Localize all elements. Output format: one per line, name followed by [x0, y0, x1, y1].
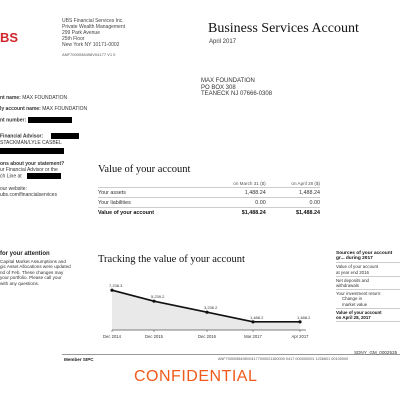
sources-row [336, 290, 400, 309]
sources-label: Your investment return: [336, 291, 382, 297]
sender-address [62, 18, 125, 58]
chart-tick-label: Dec 2016 [198, 334, 216, 339]
confidential-stamp: CONFIDENTIAL [134, 368, 258, 385]
account-number-label: nt number: [0, 117, 27, 124]
sources-label: Net deposits and [336, 277, 369, 283]
table-row [98, 198, 320, 208]
questions-text-line2 [0, 173, 92, 179]
chart-data-label: 5,239.2 [151, 294, 165, 300]
cell-value: 0.00 [204, 198, 266, 208]
chart-tick-label: Dec 2014 [103, 334, 121, 339]
sender-line: New York NY 10171-0002 [62, 42, 120, 48]
sources-label: on April 28, 2017 [336, 315, 371, 321]
table-row [98, 188, 320, 198]
row-label: Your assets [98, 188, 204, 198]
website-link[interactable]: ubs.com/financialservices [0, 192, 57, 199]
bates-number: SDNY_GM_0002535 [354, 350, 398, 355]
attention-line: Capital Market Assumptions and [0, 258, 66, 264]
chart-tick-label: Mar 2017 [244, 334, 262, 339]
member-sipc: Member SIPC [64, 357, 94, 362]
attention-line: with any questions. [0, 280, 40, 286]
sender-line: Private Wealth Management [62, 24, 125, 30]
column-header-april: on April 28 ($) [266, 179, 320, 188]
account-name-value: MAX FOUNDATION [22, 95, 68, 101]
friendly-name-value: MAX FOUNDATION [42, 106, 88, 112]
redaction-bar [27, 173, 61, 179]
sender-line: 299 Park Avenue [62, 30, 100, 36]
recipient-line: TEANECK NJ 07666-0308 [201, 91, 273, 97]
company-logo: BS [0, 30, 19, 45]
questions-label: ons about your statement? [0, 160, 65, 167]
sources-label: market value [342, 301, 368, 307]
footer-code: ANF7000058498V04177000021160000 0417 000000001 1226601 00100000 [218, 357, 349, 361]
sources-row [336, 277, 400, 290]
sources-panel [336, 250, 400, 322]
attention-line: nd of Feb. These changes may [0, 269, 64, 275]
sources-label: withdrawals [336, 283, 359, 289]
document-title: Business Services Account [208, 21, 359, 36]
chart-point [205, 311, 208, 314]
advisor-name: STACKMAN/LYLE CASBEL [0, 139, 62, 146]
redaction-bar [51, 133, 79, 139]
sources-row [336, 309, 400, 322]
sender-line: 25th Floor [62, 36, 85, 42]
row-label: Your liabilities [98, 198, 204, 208]
document-date: April 2017 [209, 39, 237, 45]
website-label: our website: [0, 186, 27, 193]
tracking-heading: Tracking the value of your account [98, 254, 245, 265]
redaction-bar [28, 117, 72, 123]
chart-point [251, 320, 254, 323]
table-cell [98, 179, 204, 188]
sources-label: Change in [342, 296, 363, 302]
cell-value: $1,488.24 [296, 209, 320, 216]
footer-divider [62, 354, 400, 355]
questions-text: ur Financial Advisor or the [0, 166, 58, 173]
chart-data-label: 3,236.2 [204, 305, 218, 311]
chart-data-label: 1,488.2 [250, 314, 264, 320]
row-label: Value of your account [98, 209, 155, 216]
advisor-redaction-row [0, 148, 92, 154]
sources-label: Value of your account [336, 309, 382, 315]
account-info-panel [0, 95, 92, 198]
recipient-line: PO BOX 308 [201, 84, 236, 91]
cell-value: $1,488.24 [241, 209, 266, 216]
sources-label: Value of your account [336, 264, 379, 270]
questions-text: ch Line at [0, 173, 22, 180]
friendly-name-row [0, 106, 92, 112]
cell-value: 1,488.24 [204, 188, 266, 198]
value-line-chart [90, 274, 322, 342]
chart-point [110, 289, 113, 292]
account-name-label: nt name: [0, 95, 21, 101]
value-section-heading: Value of your account [98, 164, 191, 175]
redaction-bar [0, 148, 64, 154]
chart-point [298, 320, 301, 323]
value-table-header [98, 179, 320, 188]
account-number-row [0, 117, 92, 123]
attention-line: gic Asset Allocations were updated [0, 264, 71, 270]
sender-line: UBS Financial Services Inc. [62, 18, 124, 24]
sources-row [336, 263, 400, 276]
attention-line: your portfolio. Please call your [0, 275, 62, 281]
attention-heading: for your attention [0, 251, 50, 257]
column-header-march: on March 31 ($) [204, 179, 266, 188]
friendly-name-label: ly account name: [0, 106, 41, 112]
recipient-line: MAX FOUNDATION [201, 78, 255, 84]
recipient-address [201, 78, 272, 98]
table-total-row [98, 208, 320, 218]
advisor-label: Financial Advisor: [0, 133, 44, 140]
cell-value: 1,488.24 [266, 188, 320, 198]
sender-code: ANF7000058498V04177 V1 0 [62, 52, 116, 57]
sources-heading: Sources of your account gr... during 2017 [336, 250, 400, 263]
chart-tick-label: Apr 2017 [291, 334, 309, 339]
chart-data-label: 7,238.3 [109, 283, 123, 289]
advisor-row [0, 133, 92, 139]
account-name-row [0, 95, 92, 101]
attention-panel [0, 252, 92, 287]
chart-point [152, 300, 155, 303]
chart-tick-label: Dec 2015 [145, 334, 163, 339]
cell-value: 0.00 [266, 198, 320, 208]
sources-label: at year end 2016 [336, 269, 369, 275]
chart-data-label: 1,488.2 [297, 314, 311, 320]
value-table [98, 179, 320, 217]
